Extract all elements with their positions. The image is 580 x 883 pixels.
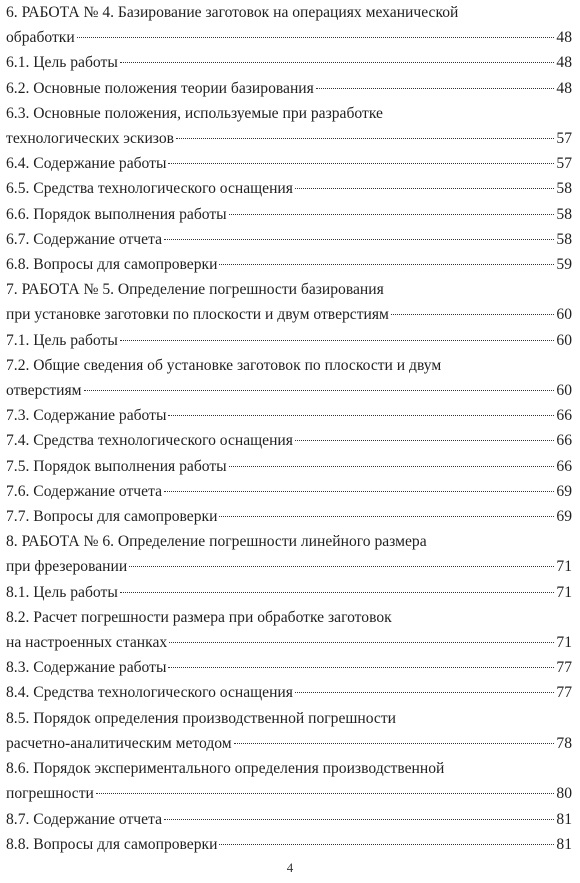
toc-entry-page: 48 bbox=[556, 29, 572, 47]
toc-entry-row bbox=[6, 378, 572, 403]
page-number: 4 bbox=[286, 860, 294, 875]
toc-entry[interactable] bbox=[6, 277, 572, 327]
toc-entry-row bbox=[6, 680, 572, 705]
toc-entry[interactable] bbox=[6, 605, 572, 655]
toc-entry-row bbox=[6, 202, 572, 227]
dot-leader bbox=[164, 491, 554, 492]
toc-entry[interactable] bbox=[6, 101, 572, 151]
toc-entry[interactable] bbox=[6, 202, 572, 227]
toc-entry-row bbox=[6, 504, 572, 529]
toc-entry-row bbox=[6, 781, 572, 806]
toc-entry-title-line: 8.6. Порядок экспериментального определения производственной bbox=[6, 760, 445, 778]
toc-entry-page: 60 bbox=[556, 331, 572, 349]
dot-leader bbox=[234, 743, 555, 744]
dot-leader bbox=[77, 37, 555, 38]
toc-entry-row bbox=[6, 328, 572, 353]
toc-entry-title-line: 7.4. Средства технологического оснащения bbox=[6, 432, 293, 450]
toc-entry-page: 71 bbox=[556, 558, 572, 576]
toc-entry-title-line: 7.7. Вопросы для самопроверки bbox=[6, 508, 218, 526]
dot-leader bbox=[129, 566, 554, 567]
toc-entry-row bbox=[6, 126, 572, 151]
dot-leader bbox=[120, 340, 555, 341]
toc-entry[interactable] bbox=[6, 328, 572, 353]
toc-entry[interactable] bbox=[6, 0, 572, 50]
toc-entry-row bbox=[6, 151, 572, 176]
toc-entry-row bbox=[6, 807, 572, 832]
dot-leader bbox=[295, 188, 554, 189]
dot-leader bbox=[168, 415, 554, 416]
dot-leader bbox=[84, 390, 555, 391]
toc-entry-title-line: 6.7. Содержание отчета bbox=[6, 230, 162, 248]
toc-entry-title-line: 6.6. Порядок выполнения работы bbox=[6, 205, 227, 223]
toc-entry-title-line: 7.3. Содержание работы bbox=[6, 407, 167, 425]
toc-entry-row bbox=[6, 630, 572, 655]
toc-entry-row bbox=[6, 302, 572, 327]
toc-entry-page: 60 bbox=[556, 306, 572, 324]
toc-entry-title-line: расчетно-аналитическим методом bbox=[6, 734, 232, 752]
toc-entry-page: 81 bbox=[556, 835, 572, 853]
toc-entry-title-line: 8.4. Средства технологического оснащения bbox=[6, 684, 293, 702]
toc-entry[interactable] bbox=[6, 454, 572, 479]
dot-leader bbox=[219, 516, 554, 517]
toc-entry-title-line: на настроенных станках bbox=[6, 634, 168, 652]
toc-entry-row bbox=[6, 479, 572, 504]
table-of-contents bbox=[6, 0, 572, 857]
toc-entry-row bbox=[6, 252, 572, 277]
dot-leader bbox=[391, 314, 554, 315]
toc-entry-row bbox=[6, 403, 572, 428]
toc-entry-row bbox=[6, 655, 572, 680]
toc-entry[interactable] bbox=[6, 756, 572, 806]
toc-entry-page: 66 bbox=[556, 432, 572, 450]
toc-entry-page: 48 bbox=[556, 54, 572, 72]
toc-entry-title-line: 8.7. Содержание отчета bbox=[6, 810, 162, 828]
toc-entry-title-line: обработки bbox=[6, 29, 75, 47]
toc-entry[interactable] bbox=[6, 403, 572, 428]
toc-entry-title-line: 6.3. Основные положения, используемые при разработке bbox=[6, 104, 383, 122]
toc-entry-row bbox=[6, 227, 572, 252]
dot-leader bbox=[219, 264, 554, 265]
toc-entry-row bbox=[6, 176, 572, 201]
toc-entry-page: 48 bbox=[556, 79, 572, 97]
toc-entry[interactable] bbox=[6, 479, 572, 504]
toc-entry-title-line: отверстиям bbox=[6, 382, 82, 400]
dot-leader bbox=[96, 793, 555, 794]
toc-entry-page: 69 bbox=[556, 508, 572, 526]
dot-leader bbox=[229, 214, 555, 215]
toc-entry-title-line: технологических эскизов bbox=[6, 130, 175, 148]
toc-entry[interactable] bbox=[6, 252, 572, 277]
dot-leader bbox=[295, 692, 554, 693]
toc-entry-page: 77 bbox=[556, 684, 572, 702]
toc-entry-page: 58 bbox=[556, 205, 572, 223]
toc-entry[interactable] bbox=[6, 706, 572, 756]
toc-entry-row bbox=[6, 554, 572, 579]
toc-entry[interactable] bbox=[6, 580, 572, 605]
toc-entry-title-line: 7.1. Цель работы bbox=[6, 331, 118, 349]
toc-entry-page: 58 bbox=[556, 180, 572, 198]
toc-entry-title-line: погрешности bbox=[6, 785, 94, 803]
toc-entry-page: 57 bbox=[556, 155, 572, 173]
toc-entry-title-line: 8.8. Вопросы для самопроверки bbox=[6, 835, 218, 853]
toc-entry-title-line: 8.2. Расчет погрешности размера при обработке заготовок bbox=[6, 608, 392, 626]
toc-entry-title-line: 7.2. Общие сведения об установке заготовок по плоскости и двум bbox=[6, 356, 442, 374]
toc-entry-page: 66 bbox=[556, 407, 572, 425]
toc-entry-row bbox=[6, 428, 572, 453]
toc-entry-title-line: 6.8. Вопросы для самопроверки bbox=[6, 256, 218, 274]
toc-entry[interactable] bbox=[6, 832, 572, 857]
toc-entry-row bbox=[6, 580, 572, 605]
dot-leader bbox=[120, 592, 555, 593]
toc-entry-title-line: 6.4. Содержание работы bbox=[6, 155, 167, 173]
toc-entry-row bbox=[6, 50, 572, 75]
toc-entry-title-line: 8.3. Содержание работы bbox=[6, 659, 167, 677]
toc-entry-page: 71 bbox=[556, 634, 572, 652]
dot-leader bbox=[176, 138, 554, 139]
toc-entry-title-line: 7.5. Порядок выполнения работы bbox=[6, 457, 227, 475]
toc-entry[interactable] bbox=[6, 227, 572, 252]
toc-entry[interactable] bbox=[6, 529, 572, 579]
dot-leader bbox=[168, 163, 554, 164]
toc-entry-title-line: 6.2. Основные положения теории базирования bbox=[6, 79, 314, 97]
toc-entry-page: 77 bbox=[556, 659, 572, 677]
toc-entry-title-line: 6. РАБОТА № 4. Базирование заготовок на операциях механической bbox=[6, 4, 459, 21]
toc-entry-page: 78 bbox=[556, 734, 572, 752]
dot-leader bbox=[219, 844, 554, 845]
dot-leader bbox=[169, 642, 554, 643]
toc-entry-title-line: при установке заготовки по плоскости и двум отверстиям bbox=[6, 306, 389, 324]
toc-entry-title-line: 8.5. Порядок определения производственной погрешности bbox=[6, 709, 397, 727]
toc-entry[interactable] bbox=[6, 428, 572, 453]
toc-entry[interactable] bbox=[6, 50, 572, 75]
toc-entry[interactable] bbox=[6, 76, 572, 101]
toc-entry-title-line: 7. РАБОТА № 5. Определение погрешности базирования bbox=[6, 281, 384, 299]
dot-leader bbox=[295, 440, 554, 441]
toc-entry-page: 58 bbox=[556, 230, 572, 248]
toc-entry-page: 71 bbox=[556, 583, 572, 601]
toc-entry-title-line: 8. РАБОТА № 6. Определение погрешности линейного размера bbox=[6, 533, 427, 551]
toc-entry[interactable] bbox=[6, 504, 572, 529]
toc-entry-page: 81 bbox=[556, 810, 572, 828]
toc-entry[interactable] bbox=[6, 680, 572, 705]
toc-entry-row bbox=[6, 454, 572, 479]
toc-entry-title-line: при фрезеровании bbox=[6, 558, 128, 576]
dot-leader bbox=[164, 239, 554, 240]
toc-entry-title-line: 7.6. Содержание отчета bbox=[6, 482, 162, 500]
dot-leader bbox=[168, 667, 554, 668]
toc-entry[interactable] bbox=[6, 655, 572, 680]
toc-entry-page: 57 bbox=[556, 130, 572, 148]
toc-entry[interactable] bbox=[6, 176, 572, 201]
toc-entry-title-line: 6.5. Средства технологического оснащения bbox=[6, 180, 293, 198]
toc-entry-page: 60 bbox=[556, 382, 572, 400]
toc-entry-title-line: 8.1. Цель работы bbox=[6, 583, 118, 601]
dot-leader bbox=[120, 62, 555, 63]
toc-entry[interactable] bbox=[6, 151, 572, 176]
toc-entry[interactable] bbox=[6, 353, 572, 403]
dot-leader bbox=[164, 819, 554, 820]
toc-entry-page: 69 bbox=[556, 482, 572, 500]
toc-entry-row bbox=[6, 832, 572, 857]
toc-entry-row bbox=[6, 25, 572, 50]
toc-entry-page: 59 bbox=[556, 256, 572, 274]
toc-entry-title-line: 6.1. Цель работы bbox=[6, 54, 118, 72]
dot-leader bbox=[316, 88, 555, 89]
toc-entry[interactable] bbox=[6, 807, 572, 832]
toc-entry-page: 66 bbox=[556, 457, 572, 475]
toc-entry-page: 80 bbox=[556, 785, 572, 803]
toc-entry-row bbox=[6, 76, 572, 101]
dot-leader bbox=[229, 466, 555, 467]
toc-entry-row bbox=[6, 731, 572, 756]
